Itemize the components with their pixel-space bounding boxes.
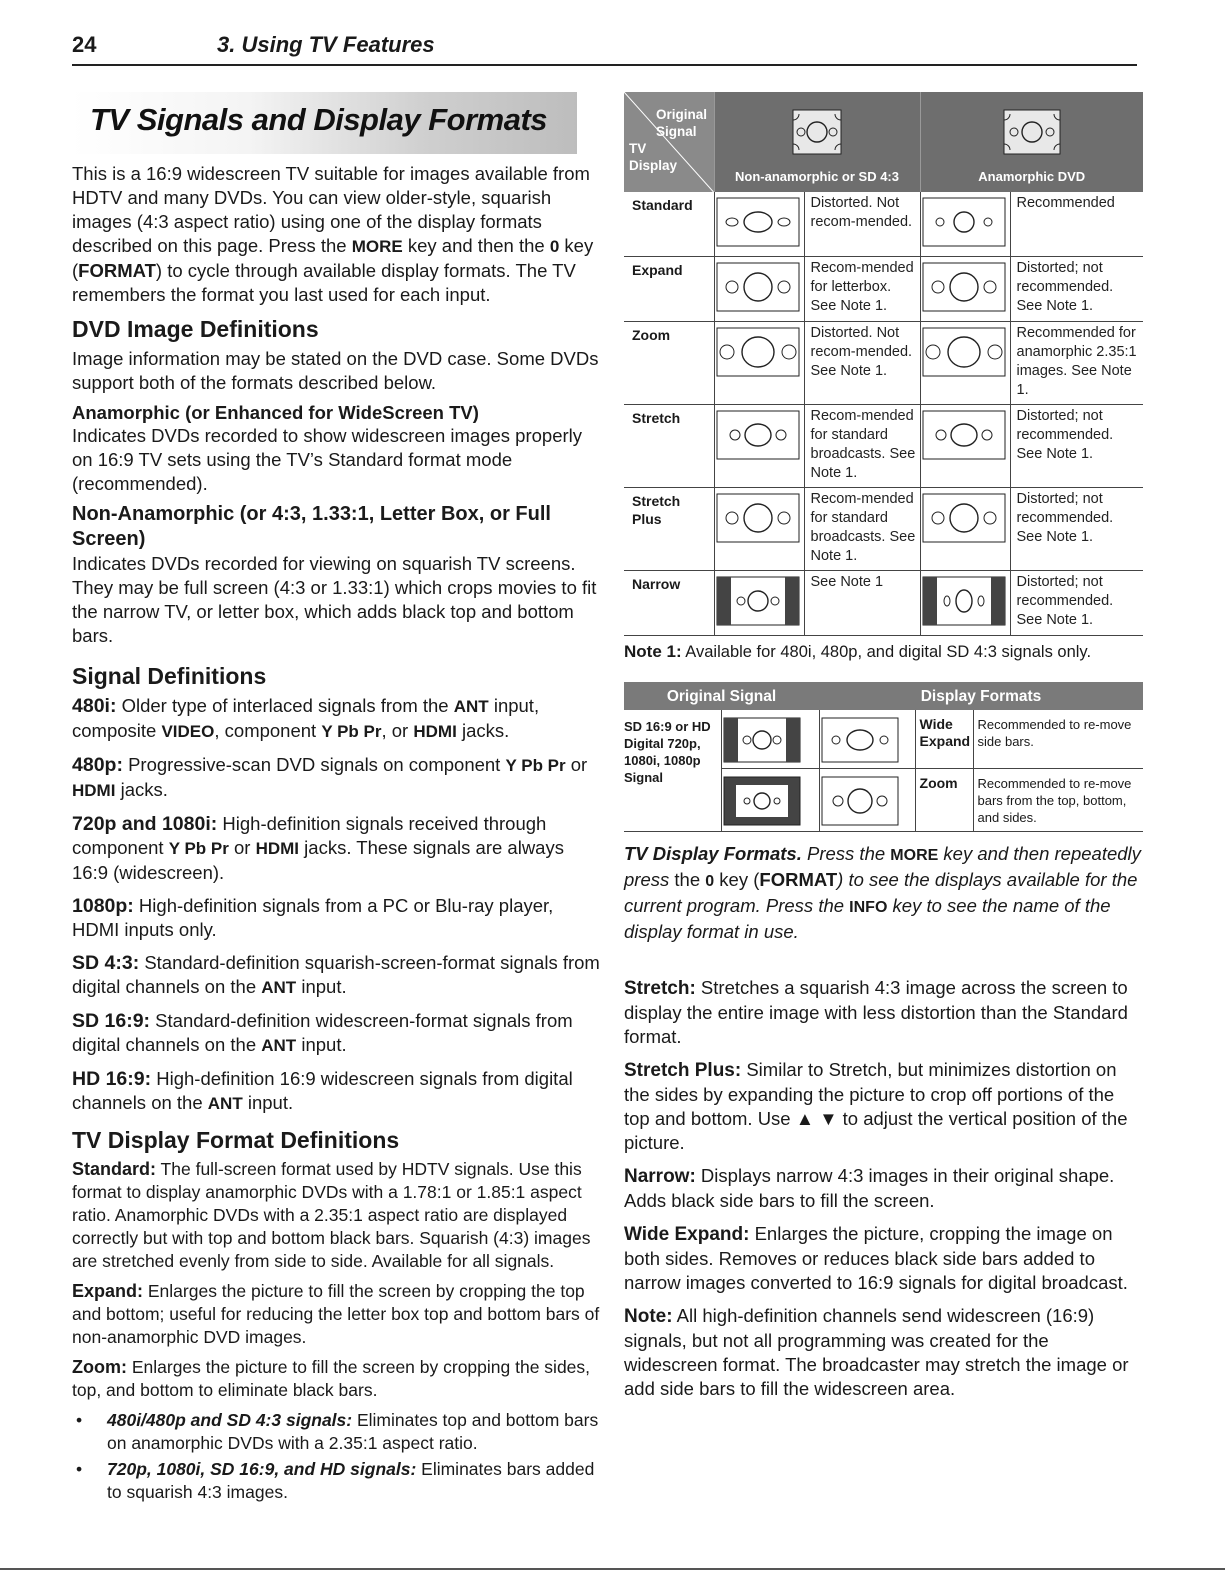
format-desc: Recommended to re-move side bars. (973, 710, 1143, 769)
format-definitions (72, 1158, 602, 1402)
anamorphic-note: Distorted; not recommended. See Note 1. (1010, 488, 1143, 571)
table-row (624, 405, 1143, 488)
table-row (624, 192, 1143, 257)
nonanamorphic-thumb-cell (714, 405, 804, 488)
bullet-item: • 720p, 1080i, SD 16:9, and HD signals: Eliminates bars added to squarish 4:3 images. (72, 1458, 602, 1504)
dvd-intro: Image information may be stated on the DVD case. Some DVDs support both of the formats described below. (72, 348, 599, 393)
left-column (72, 92, 602, 1507)
more-key: MORE (351, 237, 403, 256)
anamorphic-note: Distorted; not recommended. See Note 1. (1010, 257, 1143, 322)
signal-heading: Signal Definitions (72, 663, 267, 689)
narrow-thumbnail-icon (715, 575, 801, 627)
pillarbox-icon (722, 716, 802, 764)
expand-thumbnail-icon (921, 261, 1007, 313)
table-header-row (624, 92, 1143, 192)
narrow-b-thumbnail-icon (921, 575, 1007, 627)
format-label: Stretch Plus (624, 488, 714, 571)
col-nonanamorphic-label: Non-anamorphic or SD 4:3 (735, 169, 899, 184)
expand-thumbnail-icon (715, 492, 801, 544)
right-definition: Wide Expand: Enlarges the picture, cropping the image on both sides. Removes or reduces black side bars added to narrow images converted to 16:9 signals for digital broadcast. (624, 1223, 1128, 1293)
anamorphic-heading: Anamorphic (or Enhanced for WideScreen TV) (72, 402, 479, 423)
nonanamorphic-note: Distorted. Not recom-mended. (804, 192, 920, 257)
zero-key: 0 (549, 237, 560, 256)
table2-header-signal: Original Signal (624, 682, 819, 710)
section-title: TV Signals and Display Formats (90, 102, 548, 137)
signal-label: SD 16:9 or HD Digital 720p, 1080i, 1080p Signal (624, 710, 721, 832)
signal-thumb-cell (721, 710, 819, 769)
anamorphic-signal-icon (1002, 108, 1062, 156)
expand-thumbnail-icon (921, 492, 1007, 544)
table2-header-formats: Display Formats (819, 682, 1143, 710)
table-row (624, 322, 1143, 405)
format-definition: Expand: Enlarges the picture to fill the screen by cropping the top and bottom; useful for reducing the letter box top and bottom bars of non-anamorphic DVD images. (72, 1281, 600, 1347)
bullet-item: • 480i/480p and SD 4:3 signals: Eliminates top and bottom bars on anamorphic DVDs with a 2.35:1 aspect ratio. (72, 1409, 602, 1455)
page-number: 24 (72, 32, 97, 57)
zoom-thumbnail-icon (921, 326, 1007, 378)
signal-definition: SD 4:3: Standard-definition squarish-screen-format signals from digital channels on the ANT input. (72, 952, 600, 997)
table-row (624, 257, 1143, 322)
format-definition: Standard: The full-screen format used by HDTV signals. Use this format to display anamorphic DVDs with a 1.78:1 or 1.85:1 aspect ratio. Anamorphic DVDs with a 2.35:1 aspect ratio are displayed correctly but with top and bottom black bars. Squarish (4:3) images are stretched evenly from side to side. Available for all signals. (72, 1159, 591, 1271)
display-format-table (624, 92, 1143, 636)
stretch-thumbnail-icon (921, 409, 1007, 461)
format-name: Wide Expand (915, 710, 973, 769)
table-note: Note 1: Available for 480i, 480p, and digital SD 4:3 signals only. (624, 642, 1092, 661)
col-anamorphic-label: Anamorphic DVD (978, 169, 1086, 184)
format-key: FORMAT (78, 260, 156, 281)
corner-original-signal: Original Signal (656, 107, 708, 139)
page-header (72, 30, 1137, 66)
signal-definition: HD 16:9: High-definition 16:9 widescreen signals from digital channels on the ANT input. (72, 1068, 573, 1113)
format-heading: TV Display Format Definitions (72, 1127, 400, 1153)
result-thumb-cell (819, 769, 915, 832)
standard-ana-thumbnail-icon (921, 196, 1007, 248)
format-label: Zoom (624, 322, 714, 405)
signal-definitions (72, 694, 602, 1116)
format-label: Narrow (624, 571, 714, 636)
right-definition: Stretch Plus: Similar to Stretch, but minimizes distortion on the sides by expanding the picture to crop off portions of the top and bottom. Use ▲ ▼ to adjust the vertical position of the picture. (624, 1059, 1128, 1153)
nonanamorphic-note: Distorted. Not recom-mended. See Note 1. (804, 322, 920, 405)
table2-header-row (624, 682, 1143, 710)
nonanamorphic-thumb-cell (714, 322, 804, 405)
zoom-bullets (72, 1409, 602, 1504)
nonanamorphic-text: Indicates DVDs recorded for viewing on squarish TV screens. They may be full screen (4:3 or 1.33:1) which crops movies to fit the narrow TV, or letter box, which adds black top and bottom bars. (72, 553, 597, 646)
expand-thumbnail-icon (715, 261, 801, 313)
intro-paragraph: This is a 16:9 widescreen TV suitable for images available from HDTV and many DVDs. You can view older-style, squarish images (4:3 aspect ratio) using one of the display formats described on this page. Press the MORE key and then the 0 key (FORMAT) to cycle through available display formats. The TV remembers the format you last used for each input. (72, 163, 594, 305)
nonanamorphic-heading: Non-Anamorphic (or 4:3, 1.33:1, Letter Box, or Full Screen) (72, 503, 551, 550)
table-row (624, 571, 1143, 636)
chapter-title: 3. Using TV Features (217, 32, 435, 57)
signal-definition: 480p: Progressive-scan DVD signals on component Y Pb Pr or HDMI jacks. (72, 754, 588, 800)
wide-expand-icon (820, 716, 900, 764)
anamorphic-thumb-cell (920, 322, 1010, 405)
nonanamorphic-note: See Note 1 (804, 571, 920, 636)
signal-format-table (624, 682, 1143, 832)
figure-caption: TV Display Formats. Press the MORE key and then repeatedly press the 0 key (FORMAT) to see the displays available for the current program. Press the INFO key to see the name of the display format in use. (624, 843, 1141, 942)
anamorphic-thumb-cell (920, 192, 1010, 257)
anamorphic-thumb-cell (920, 571, 1010, 636)
anamorphic-thumb-cell (920, 488, 1010, 571)
footer-rule (0, 1568, 1225, 1570)
anamorphic-note: Distorted; not recommended. See Note 1. (1010, 571, 1143, 636)
format-label: Stretch (624, 405, 714, 488)
signal-thumb-cell (721, 769, 819, 832)
nonanamorphic-note: Recom-mended for letterbox. See Note 1. (804, 257, 920, 322)
format-definition: Zoom: Enlarges the picture to fill the screen by cropping the sides, top, and bottom to eliminate black bars. (72, 1357, 591, 1400)
anamorphic-thumb-cell (920, 257, 1010, 322)
header-anamorphic (920, 92, 1143, 192)
zoom-icon (820, 775, 900, 827)
nonanamorphic-thumb-cell (714, 571, 804, 636)
header-nonanamorphic (714, 92, 920, 192)
nonanamorphic-signal-icon (787, 108, 847, 156)
right-definition: Stretch: Stretches a squarish 4:3 image across the screen to display the entire image with less distortion than the Standard format. (624, 977, 1128, 1047)
anamorphic-note: Distorted; not recommended. See Note 1. (1010, 405, 1143, 488)
format-label: Standard (624, 192, 714, 257)
nonanamorphic-thumb-cell (714, 488, 804, 571)
anamorphic-thumb-cell (920, 405, 1010, 488)
anamorphic-text: Indicates DVDs recorded to show widescreen images properly on 16:9 TV sets using the TV’s Standard format mode (recommended). (72, 425, 583, 494)
section-banner (72, 92, 577, 154)
nonanamorphic-thumb-cell (714, 257, 804, 322)
windowbox-icon (722, 775, 802, 827)
format-desc: Recommended to re-move bars from the top, bottom, and sides. (973, 769, 1143, 832)
format-name: Zoom (915, 769, 973, 832)
standard-nonana-thumbnail-icon (715, 196, 801, 248)
dvd-heading: DVD Image Definitions (72, 316, 319, 342)
anamorphic-note: Recommended (1010, 192, 1143, 257)
anamorphic-note: Recommended for anamorphic 2.35:1 images. See Note 1. (1010, 322, 1143, 405)
right-column (624, 92, 1144, 1410)
table2-row (624, 710, 1143, 769)
zoom-thumbnail-icon (715, 326, 801, 378)
corner-tv-display: TV Display (629, 141, 678, 173)
signal-definition: 480i: Older type of interlaced signals from the ANT input, composite VIDEO, component Y Pb Pr, or HDMI jacks. (72, 695, 540, 741)
stretch-thumbnail-icon (715, 409, 801, 461)
signal-definition: 1080p: High-definition signals from a PC or Blu-ray player, HDMI inputs only. (72, 895, 554, 940)
right-definitions (624, 976, 1144, 1401)
nonanamorphic-note: Recom-mended for standard broadcasts. See Note 1. (804, 488, 920, 571)
table-corner-cell (624, 92, 714, 192)
nonanamorphic-thumb-cell (714, 192, 804, 257)
result-thumb-cell (819, 710, 915, 769)
signal-definition: 720p and 1080i: High-definition signals received through component Y Pb Pr or HDMI jacks. These signals are always 16:9 (widescreen). (72, 813, 564, 883)
right-definition: Note: All high-definition channels send widescreen (16:9) signals, but not all programming was created for the widescreen format. The broadcaster may stretch the image or add side bars to fill the widescreen area. (624, 1305, 1129, 1399)
signal-definition: SD 16:9: Standard-definition widescreen-format signals from digital channels on the ANT input. (72, 1010, 573, 1055)
nonanamorphic-note: Recom-mended for standard broadcasts. See Note 1. (804, 405, 920, 488)
right-definition: Narrow: Displays narrow 4:3 images in their original shape. Adds black side bars to fill the screen. (624, 1165, 1115, 1211)
format-label: Expand (624, 257, 714, 322)
table-row (624, 488, 1143, 571)
